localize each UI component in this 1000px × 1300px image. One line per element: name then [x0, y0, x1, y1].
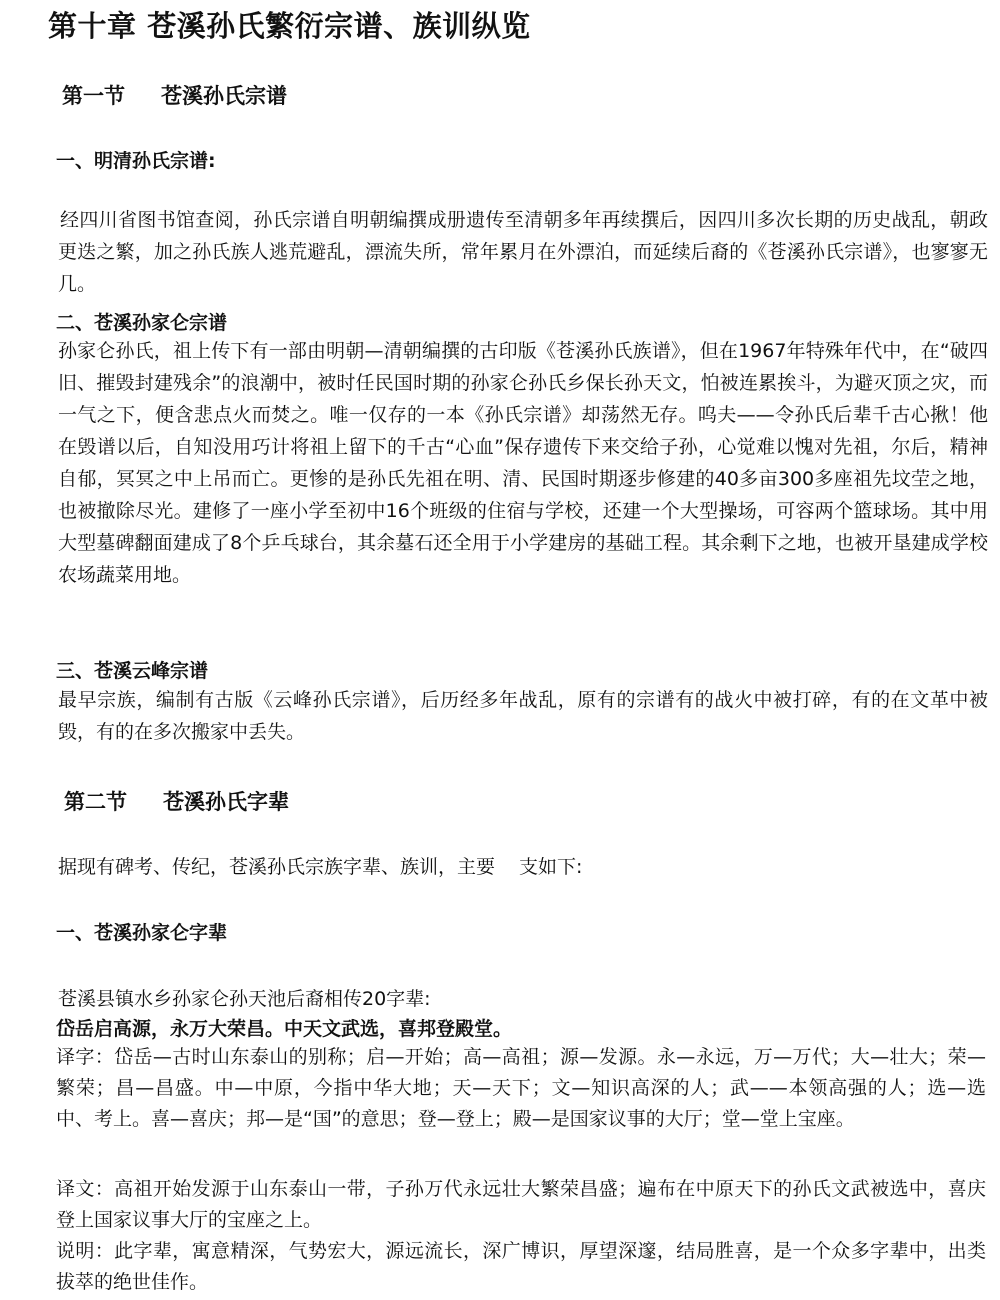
part-2-text: 孙家仑孙氏，祖上传下有一部由明朝—清朝编撰的古印版《苍溪孙氏族谱》，但在1967年特殊年代中，在“破四旧、摧毁封建残余”的浪潮中，被时任民国时期的孙家仑孙氏乡保长孙天文，怕被连累挨斗，为避灭顶之灾，而一气之下，便含悲点火而焚之。唯一仅存的一本《孙氏宗谱》却荡然无存。呜夫——令孙氏后辈千古心揪！他在毁谱以后，自知没用巧计将祖上留下的千古“心血”保存遗传下来交给子孙，心觉难以愧对先祖，尔后，精神自郁，冥冥之中上吊而亡。更惨的是孙氏先祖在明、清、民国时期逐步修建的40多亩300多座祖先坟茔之地，也被撤除尽光。建修了一座小学至初中16个班级的住宿与学校，还建一个大型操场，可容两个篮球场。其中用大型墓碑翻面建成了8个乒乓球台，其余墓石还全用于小学建房的基础工程。其余剩下之地，也被开垦建成学校农场蔬菜用地。 — [58, 340, 988, 586]
section-2-title — [64, 786, 289, 816]
generation-lead: 苍溪县镇水乡孙家仑孙天池后裔相传20字辈: — [58, 988, 431, 1010]
intro-part-a: 据现有碑考、传纪，苍溪孙氏宗族字辈、族训，主要 — [58, 856, 496, 878]
generation-heading: 一、苍溪孙家仑字辈 — [56, 922, 228, 944]
section-1-label: 第一节 — [62, 84, 125, 108]
part-2-heading: 二、苍溪孙家仑宗谱 — [56, 312, 228, 334]
section-1-name: 苍溪孙氏宗谱 — [161, 84, 287, 108]
part-1-paragraph: 经四川省图书馆查阅，孙氏宗谱自明朝编撰成册遗传至清朝多年再续撰后，因四川多次长期的历史战乱，朝政更迭之繁，加之孙氏族人逃荒避乱，漂流失所，常年累月在外漂泊，而延续后裔的《苍溪孙氏宗谱》，也寥寥无几。 — [58, 209, 988, 295]
generation-verse: 岱岳启高源，永万大荣昌。中天文武选，喜邦登殿堂。 — [56, 1018, 513, 1040]
intro-part-b: 支如下: — [519, 856, 583, 878]
part-1-text — [58, 172, 988, 300]
chapter-title: 第十章 苍溪孙氏繁衍宗谱、族训纵览 — [48, 9, 531, 43]
section-1-title — [62, 80, 287, 110]
section-2-name: 苍溪孙氏字辈 — [163, 790, 289, 814]
part-1-body — [58, 172, 988, 300]
note-paragraph: 说明：此字辈，寓意精深，气势宏大，源远流长，深广博识，厚望深邃，结局胜喜，是一个众多字辈中，出类拔萃的绝世佳作。 — [56, 1240, 986, 1293]
part-1-heading: 一、明清孙氏宗谱: — [56, 150, 216, 172]
part-3-text: 最早宗族，编制有古版《云峰孙氏宗谱》，后历经多年战乱，原有的宗谱有的战火中被打碎，有的在文革中被毁，有的在多次搬家中丢失。 — [58, 689, 988, 743]
gloss-paragraph: 译字：岱岳—古时山东泰山的别称；启—开始；高—高祖；源—发源。永—永远，万—万代；大—壮大；荣—繁荣；昌—昌盛。中—中原，今指中华大地；天—天下；文—知识高深的人；武——本领高强的人；选—选中、考上。喜—喜庆；邦—是“国”的意思；登—登上；殿—是国家议事的大厅；堂—堂上宝座。 — [56, 1046, 986, 1130]
section-2-intro — [58, 852, 582, 879]
section-2-label: 第二节 — [64, 790, 127, 814]
part-3-heading: 三、苍溪云峰宗谱 — [56, 660, 209, 682]
translation-paragraph: 译文：高祖开始发源于山东泰山一带，子孙万代永远壮大繁荣昌盛；遍布在中原天下的孙氏文武被选中，喜庆登上国家议事大厅的宝座之上。 — [56, 1178, 986, 1231]
